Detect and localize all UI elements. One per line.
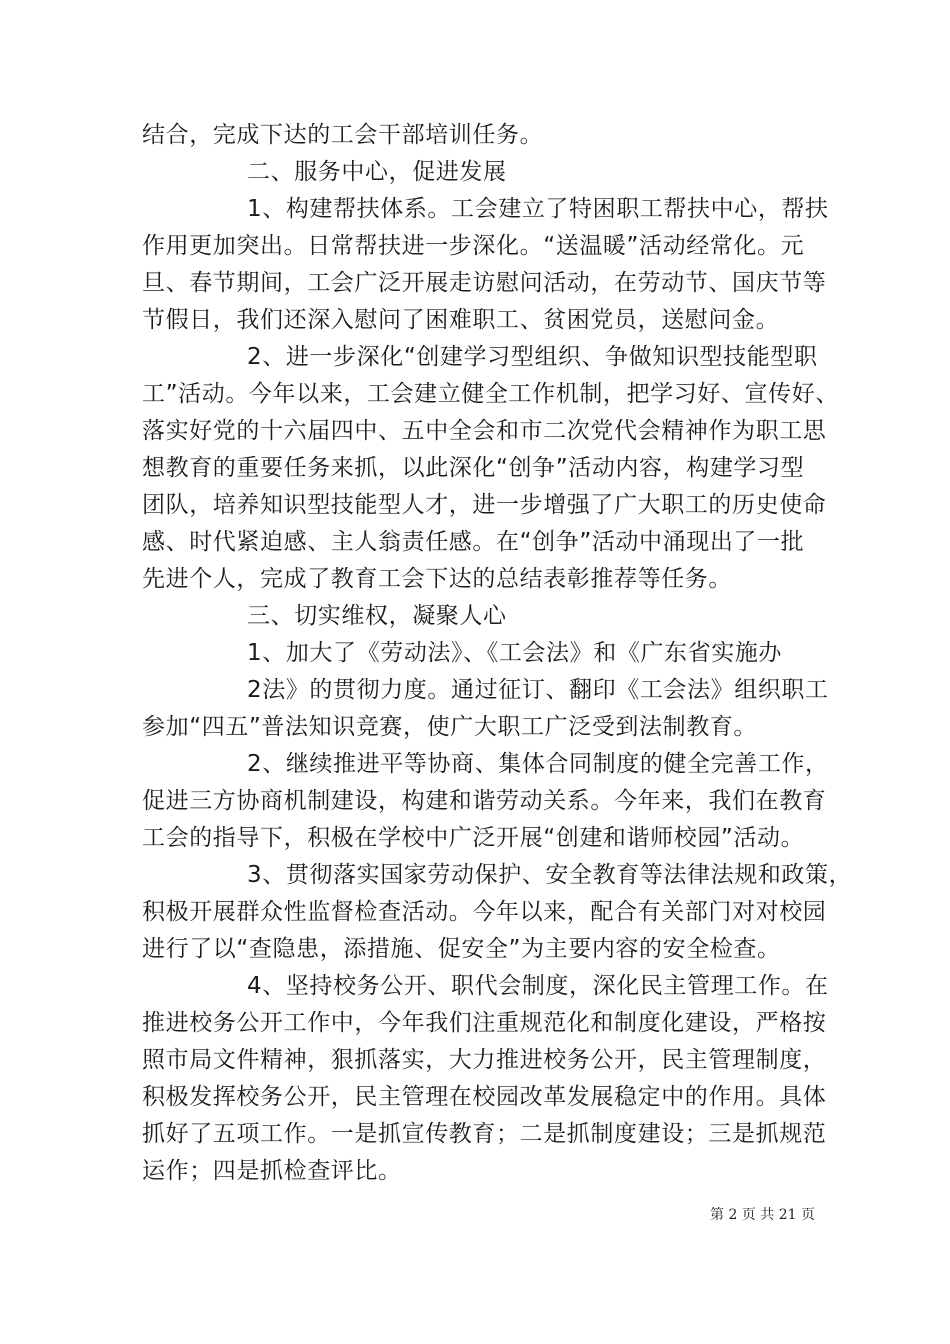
text-line: 工”活动。今年以来，工会建立健全工作机制，把学习好、宣传好、 <box>142 381 839 407</box>
text-line: 旦、春节期间，工会广泛开展走访慰问活动，在劳动节、国庆节等 <box>142 270 827 296</box>
text-line: 积极开展群众性监督检查活动。今年以来，配合有关部门对对校园 <box>142 899 827 925</box>
text-line: 结合，完成下达的工会干部培训任务。 <box>142 122 544 148</box>
paragraph-start: 4、坚持校务公开、职代会制度，深化民主管理工作。在 <box>247 973 829 999</box>
paragraph-start: 3、贯彻落实国家劳动保护、安全教育等法律法规和政策， <box>247 862 853 888</box>
text-line: 促进三方协商机制建设，构建和谐劳动关系。今年来，我们在教育 <box>142 788 827 814</box>
text-line: 团队，培养知识型技能型人才，进一步增强了广大职工的历史使命 <box>142 492 827 518</box>
section-heading: 三、切实维权，凝聚人心 <box>247 603 507 629</box>
text-line: 工会的指导下，积极在学校中广泛开展“创建和谐师校园”活动。 <box>142 825 805 851</box>
text-line: 落实好党的十六届四中、五中全会和市二次党代会精神作为职工思 <box>142 418 827 444</box>
text-line: 推进校务公开工作中，今年我们注重规范化和制度化建设，严格按 <box>142 1010 827 1036</box>
text-line: 积极发挥校务公开，民主管理在校园改革发展稳定中的作用。具体 <box>142 1084 827 1110</box>
text-line: 运作；四是抓检查评比。 <box>142 1158 402 1184</box>
text-line: 先进个人，完成了教育工会下达的总结表彰推荐等任务。 <box>142 566 732 592</box>
text-line: 节假日，我们还深入慰问了困难职工、贫困党员，送慰问金。 <box>142 307 780 333</box>
text-line: 作用更加突出。日常帮扶进一步深化。“送温暖”活动经常化。元 <box>142 233 805 259</box>
text-line: 2法》的贯彻力度。通过征订、翻印《工会法》组织职工 <box>247 677 829 703</box>
text-line: 进行了以“查隐患，添措施、促安全”为主要内容的安全检查。 <box>142 936 781 962</box>
text-line: 感、时代紧迫感、主人翁责任感。在“创争”活动中涌现出了一批 <box>142 529 805 555</box>
page-number: 第 2 页 共 21 页 <box>710 1207 815 1223</box>
text-line: 照市局文件精神，狠抓落实，大力推进校务公开，民主管理制度， <box>142 1047 827 1073</box>
paragraph-start: 2、继续推进平等协商、集体合同制度的健全完善工作， <box>247 751 829 777</box>
paragraph-start: 2、进一步深化“创建学习型组织、争做知识型技能型职 <box>247 344 818 370</box>
section-heading: 二、服务中心，促进发展 <box>247 159 507 185</box>
text-line: 抓好了五项工作。一是抓宣传教育；二是抓制度建设；三是抓规范 <box>142 1121 827 1147</box>
text-line: 参加“四五”普法知识竞赛，使广大职工广泛受到法制教育。 <box>142 714 758 740</box>
paragraph-start: 1、加大了《劳动法》、《工会法》和《广东省实施办 <box>247 640 783 666</box>
text-line: 想教育的重要任务来抓，以此深化“创争”活动内容，构建学习型 <box>142 455 805 481</box>
paragraph-start: 1、构建帮扶体系。工会建立了特困职工帮扶中心，帮扶 <box>247 196 829 222</box>
